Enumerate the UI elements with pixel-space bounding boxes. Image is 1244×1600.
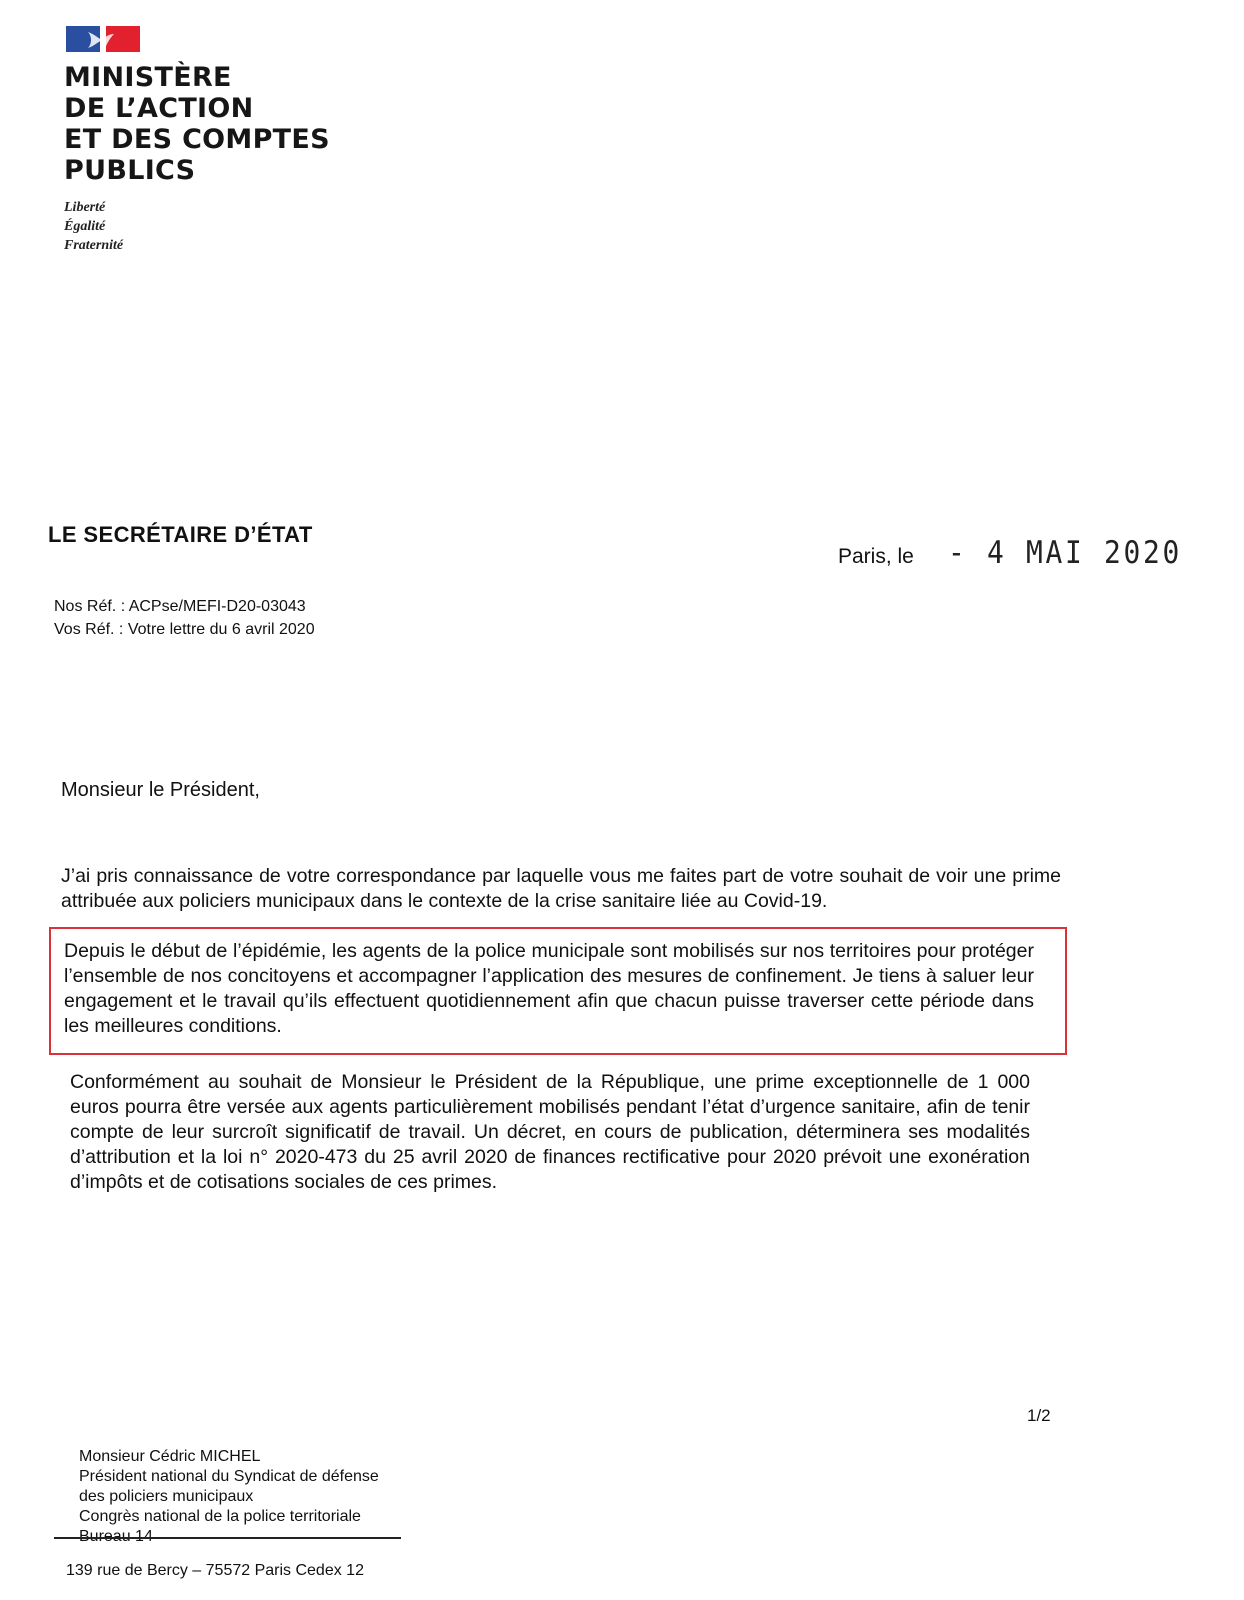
ministry-name xyxy=(64,62,330,186)
references xyxy=(54,595,315,641)
our-reference: Nos Réf. : ACPse/MEFI-D20-03043 xyxy=(54,598,306,615)
recipient-line: Président national du Syndicat de défense xyxy=(79,1468,379,1485)
salutation: Monsieur le Président, xyxy=(61,779,260,801)
recipient-line: Monsieur Cédric MICHEL xyxy=(79,1448,261,1465)
page-number: 1/2 xyxy=(1027,1406,1051,1425)
sender-title: LE SECRÉTAIRE D’ÉTAT xyxy=(48,522,313,547)
recipient-line: des policiers municipaux xyxy=(79,1488,254,1505)
recipient-block xyxy=(79,1447,379,1547)
motto-line: Fraternité xyxy=(64,238,124,253)
paragraph-1: J’ai pris connaissance de votre correspondance par laquelle vous me faites part de votre souhait de voir une prime attribuée aux policiers municipaux dans le contexte de la crise sanitaire liée au Covid-19. xyxy=(61,865,1061,912)
ministry-line: ET DES COMPTES xyxy=(64,124,330,155)
your-reference: Vos Réf. : Votre lettre du 6 avril 2020 xyxy=(54,621,315,638)
ministry-line: PUBLICS xyxy=(64,155,196,186)
paragraph-2-highlighted: Depuis le début de l’épidémie, les agents de la police municipale sont mobilisés sur nos territoires pour protéger l’ensemble de nos concitoyens et accompagner l’application des mesures de confinement. Je tiens à saluer leur engagement et le travail qu’ils effectuent quotidiennement afin que chacun puisse traverser cette période dans les meilleures conditions. xyxy=(64,940,1034,1037)
date-stamp: - 4 MAI 2020 xyxy=(948,535,1182,571)
motto-line: Liberté xyxy=(64,200,106,215)
paragraph-3: Conformément au souhait de Monsieur le Président de la République, une prime exceptionnelle de 1 000 euros pourra être versée aux agents particulièrement mobilisés pendant l’état d’urgence sanitaire, afin de tenir compte de leur surcroît significatif de travail. Un décret, en cours de publication, déterminera ses modalités d’attribution et la loi n° 2020-473 du 25 avril 2020 de finances rectificative pour 2020 prévoit une exonération d’impôts et de cotisations sociales de ces primes. xyxy=(70,1071,1030,1193)
ministry-line: MINISTÈRE xyxy=(64,62,232,93)
recipient-line: Congrès national de la police territoriale xyxy=(79,1508,361,1525)
ministry-address: 139 rue de Bercy – 75572 Paris Cedex 12 xyxy=(66,1562,364,1579)
ministry-line: DE L’ACTION xyxy=(64,93,254,124)
date-place: Paris, le xyxy=(838,545,914,568)
motto-line: Égalité xyxy=(64,219,106,234)
marianne-logo-icon xyxy=(66,26,140,52)
republic-motto xyxy=(64,198,123,255)
footer-divider xyxy=(54,1537,401,1539)
